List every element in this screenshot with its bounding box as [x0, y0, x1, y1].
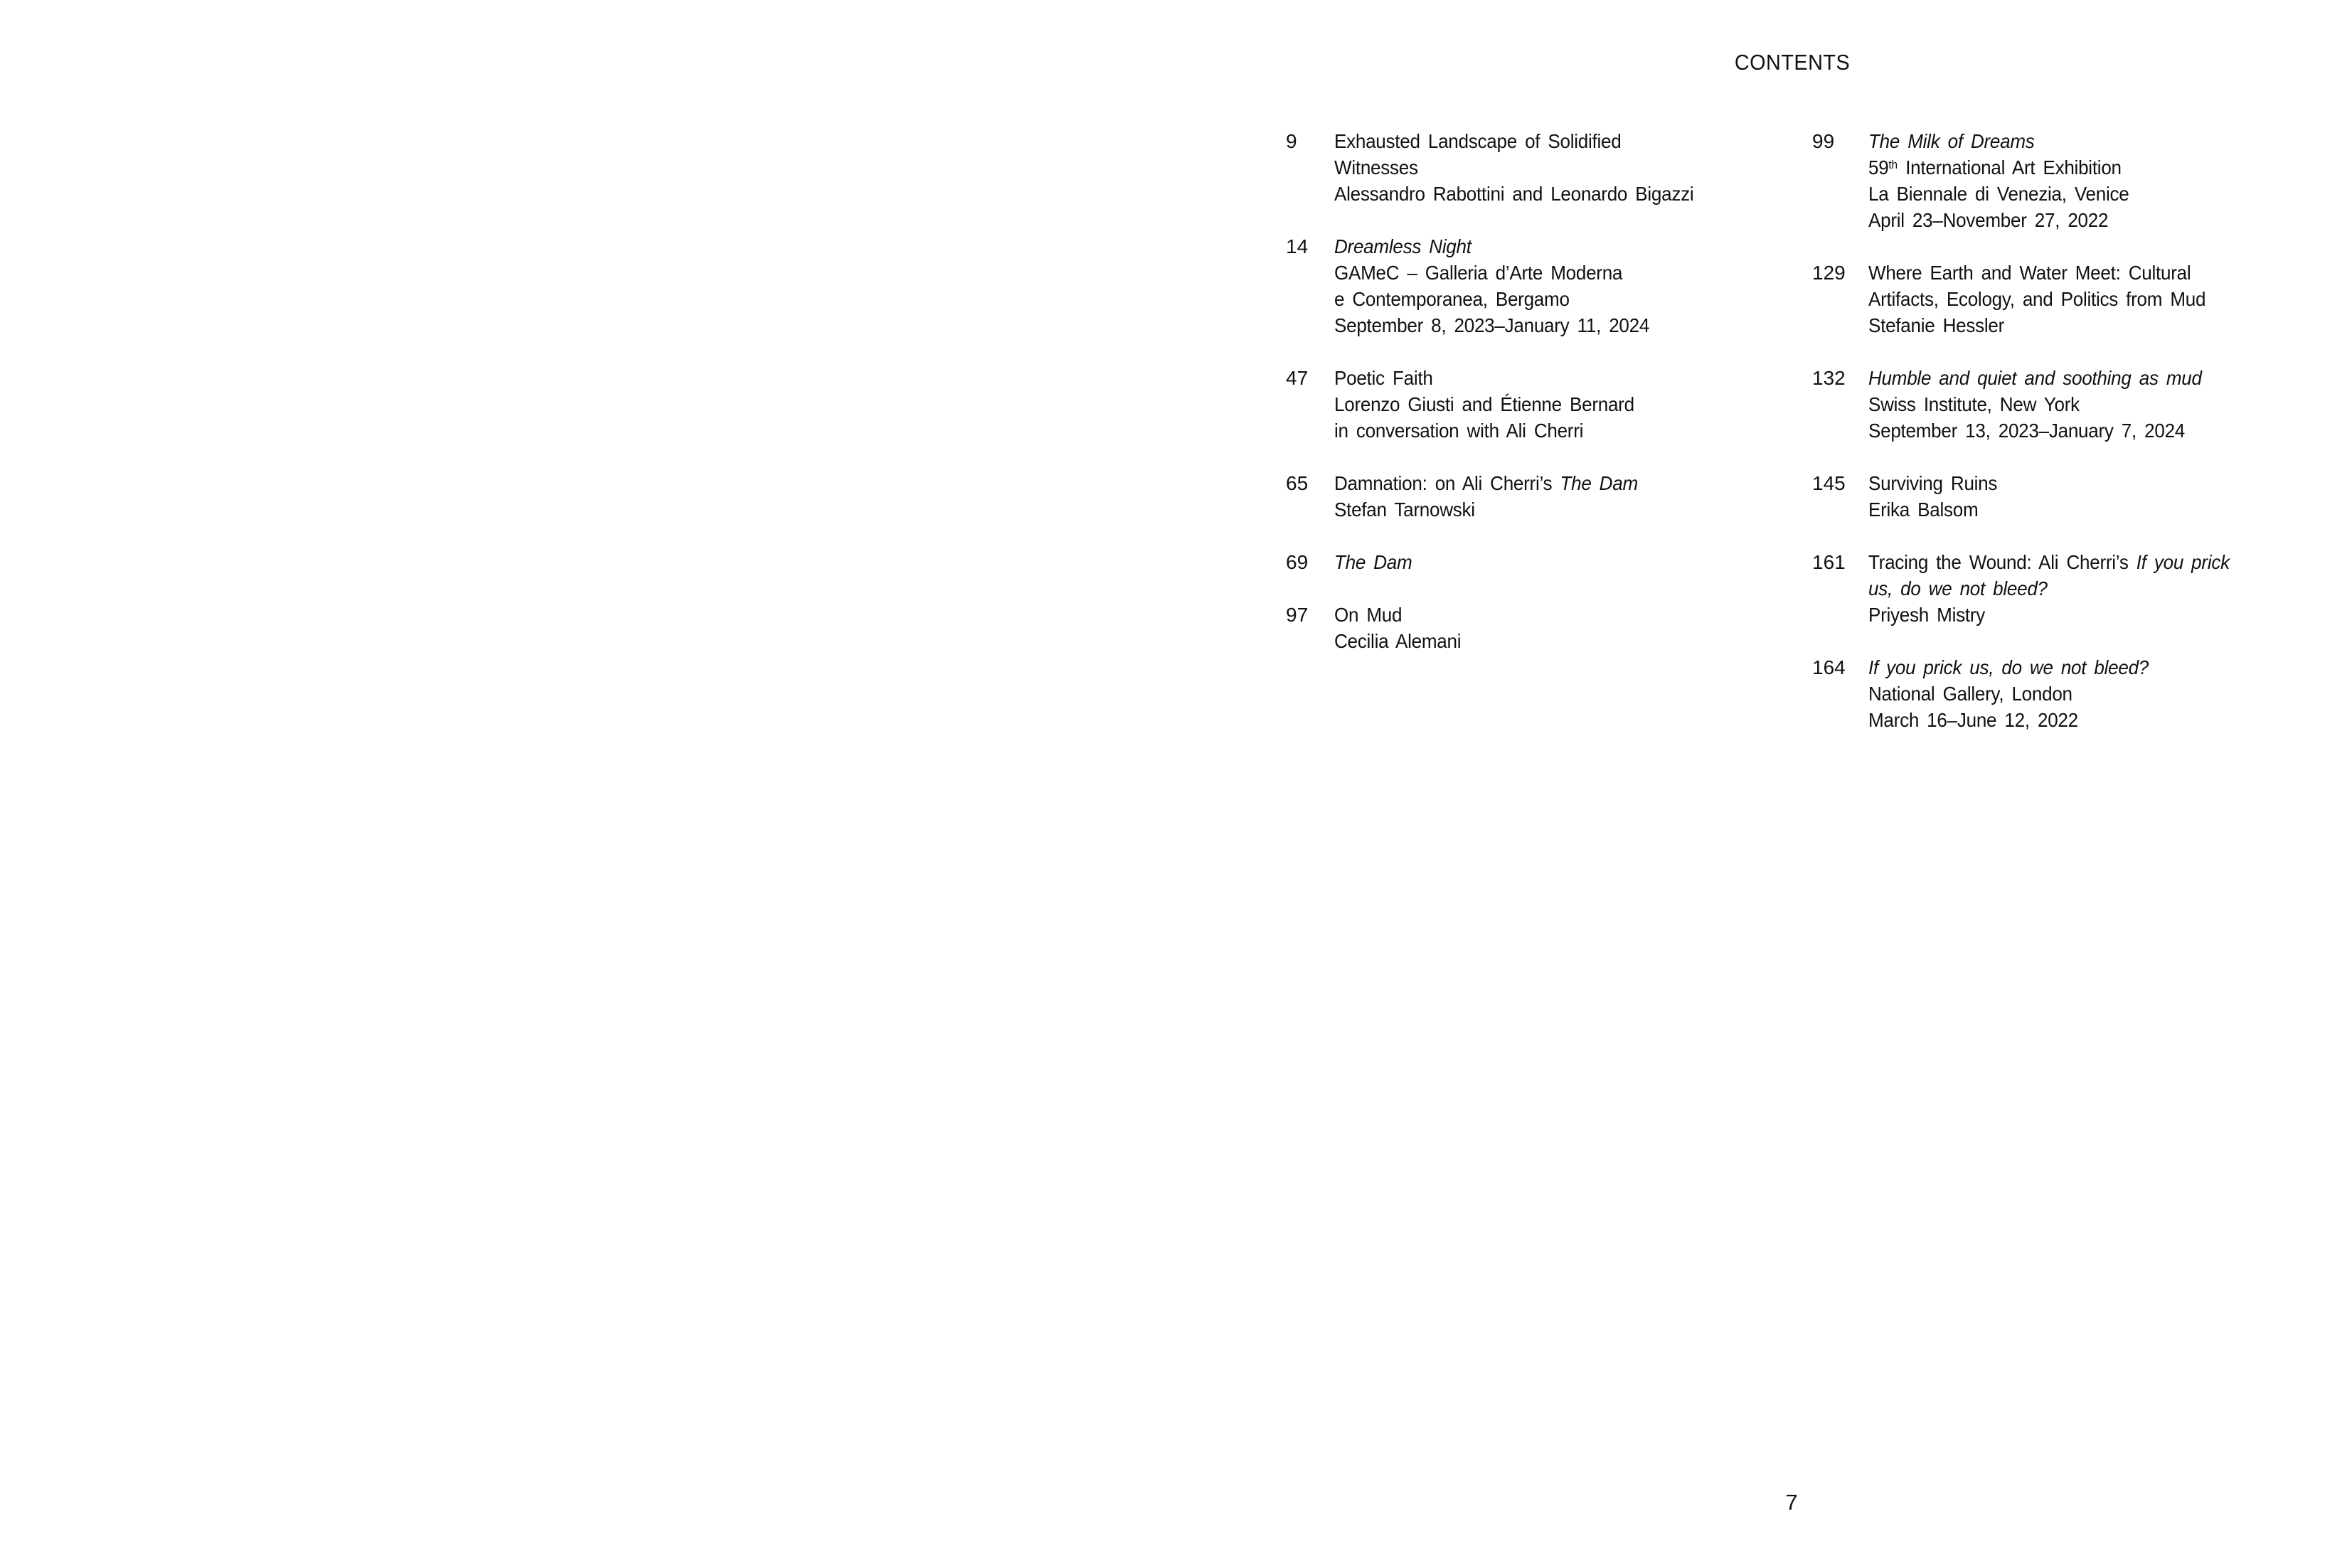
- contents-page: [1176, 0, 2352, 1568]
- toc-entry-page-number: 132: [1812, 367, 1846, 389]
- toc-entry-line: [1334, 470, 1775, 496]
- toc-entry-page-number: 14: [1286, 235, 1309, 257]
- toc-entry-line: [1334, 417, 1775, 444]
- toc-entry: [1812, 470, 2352, 523]
- toc-text-italic-run: The Dam: [1560, 472, 1638, 494]
- toc-text-italic-run: The Dam: [1334, 551, 1412, 573]
- toc-entry-line: [1868, 470, 2318, 496]
- toc-text-run: Erika Balsom: [1868, 498, 1979, 521]
- toc-entry-line: [1868, 391, 2318, 417]
- toc-entry-page-number: 69: [1286, 551, 1309, 573]
- toc-entry-line: [1334, 549, 1775, 575]
- toc-text-run: September 13, 2023–January 7, 2024: [1868, 420, 2186, 442]
- toc-entry: [1812, 654, 2352, 733]
- toc-entry-text: [1868, 654, 2352, 733]
- toc-entry-line: [1334, 628, 1775, 654]
- toc-text-run: April 23–November 27, 2022: [1868, 209, 2109, 231]
- toc-entry-text: [1334, 233, 1809, 338]
- toc-text-italic-run: Humble and quiet and soothing as mud: [1868, 367, 2202, 389]
- toc-entry-line: [1868, 286, 2318, 312]
- toc-entry-page-number: 9: [1286, 130, 1297, 152]
- toc-entry-line: [1868, 496, 2318, 523]
- toc-entry-text: [1334, 128, 1809, 207]
- toc-text-run: Poetic Faith: [1334, 367, 1433, 389]
- toc-entry-page-number: 145: [1812, 472, 1846, 494]
- toc-entry-page-number: 129: [1812, 262, 1846, 284]
- toc-text-run: International Art Exhibition: [1898, 156, 2122, 178]
- toc-text-run: GAMeC – Galleria d’Arte Moderna: [1334, 262, 1623, 284]
- toc-text-run: Tracing the Wound: Ali Cherri’s: [1868, 551, 2137, 573]
- toc-entry-line: [1868, 681, 2318, 707]
- toc-text-run: Where Earth and Water Meet: Cultural: [1868, 262, 2191, 284]
- toc-entry-line: [1334, 128, 1775, 154]
- toc-entry-line: [1334, 260, 1775, 286]
- toc-text-run: Damnation: on Ali Cherri’s: [1334, 472, 1560, 494]
- toc-entry: [1812, 128, 2352, 233]
- toc-entry-text: [1868, 549, 2352, 628]
- toc-text-run: in conversation with Ali Cherri: [1334, 420, 1584, 442]
- toc-entry: [1286, 233, 1809, 338]
- toc-entry-text: [1868, 260, 2352, 338]
- toc-text-run: National Gallery, London: [1868, 683, 2072, 705]
- toc-text-run: Priyesh Mistry: [1868, 604, 1986, 626]
- toc-entry-line: [1868, 181, 2318, 207]
- toc-entry-line: [1334, 312, 1775, 338]
- toc-entry-line: [1868, 602, 2318, 628]
- toc-entry: [1286, 602, 1809, 654]
- toc-entry-page-number: 97: [1286, 604, 1309, 626]
- toc-text-run: Stefan Tarnowski: [1334, 498, 1475, 521]
- toc-text-run: Surviving Ruins: [1868, 472, 1998, 494]
- toc-column-right: [1812, 128, 2352, 733]
- toc-entry-line: [1868, 312, 2318, 338]
- toc-entry-text: [1868, 365, 2352, 444]
- toc-text-run: Cecilia Alemani: [1334, 630, 1462, 652]
- toc-text-run: Alessandro Rabottini and Leonardo Bigazzi: [1334, 183, 1694, 205]
- toc-entry-text: [1334, 602, 1809, 654]
- toc-entry-page-number: 161: [1812, 551, 1846, 573]
- toc-text-run: March 16–June 12, 2022: [1868, 709, 2078, 731]
- toc-entry-line: [1868, 417, 2318, 444]
- toc-entry: [1812, 365, 2352, 444]
- toc-entry-text: [1868, 128, 2352, 233]
- toc-entry-line: [1868, 707, 2318, 733]
- toc-entry-line: [1334, 233, 1775, 260]
- toc-column-left: [1286, 128, 1809, 654]
- toc-text-run: Exhausted Landscape of Solidified: [1334, 130, 1622, 152]
- page-number: 7: [1785, 1490, 1798, 1515]
- toc-entry-line: [1868, 549, 2318, 575]
- toc-entry-page-number: 47: [1286, 367, 1309, 389]
- toc-entry-text: [1334, 549, 1809, 575]
- toc-text-italic-run: If you prick: [2136, 551, 2230, 573]
- toc-entry-line: [1868, 365, 2318, 391]
- toc-entry-line: [1868, 154, 2318, 181]
- toc-entry-text: [1334, 470, 1809, 523]
- toc-entry-line: [1868, 654, 2318, 681]
- toc-text-italic-run: Dreamless Night: [1334, 235, 1472, 257]
- toc-text-run: Swiss Institute, New York: [1868, 393, 2080, 415]
- toc-entry-line: [1868, 575, 2318, 602]
- toc-text-run: Witnesses: [1334, 156, 1418, 178]
- toc-text-italic-run: The Milk of Dreams: [1868, 130, 2035, 152]
- toc-entry-page-number: 99: [1812, 130, 1835, 152]
- toc-text-italic-run: If you prick us, do we not bleed?: [1868, 656, 2149, 678]
- toc-entry-page-number: 164: [1812, 656, 1846, 678]
- toc-entry-line: [1868, 260, 2318, 286]
- toc-entry-line: [1334, 391, 1775, 417]
- toc-entry-line: [1334, 154, 1775, 181]
- toc-entry-page-number: 65: [1286, 472, 1309, 494]
- toc-entry: [1286, 470, 1809, 523]
- toc-entry-line: [1868, 207, 2318, 233]
- toc-entry-line: [1334, 602, 1775, 628]
- page-title: CONTENTS: [1734, 50, 1851, 75]
- toc-text-run: Artifacts, Ecology, and Politics from Mud: [1868, 288, 2206, 310]
- toc-entry-line: [1334, 496, 1775, 523]
- toc-entry: [1286, 365, 1809, 444]
- toc-text-superscript-run: th: [1888, 158, 1898, 171]
- toc-entry: [1812, 260, 2352, 338]
- toc-entry: [1286, 549, 1809, 575]
- toc-entry-text: [1334, 365, 1809, 444]
- toc-entry-text: [1868, 470, 2352, 523]
- toc-text-run: e Contemporanea, Bergamo: [1334, 288, 1570, 310]
- toc-text-run: On Mud: [1334, 604, 1403, 626]
- toc-text-run: Stefanie Hessler: [1868, 314, 2005, 336]
- toc-text-run: La Biennale di Venezia, Venice: [1868, 183, 2129, 205]
- toc-entry-line: [1868, 128, 2318, 154]
- toc-text-italic-run: us, do we not bleed?: [1868, 577, 2048, 599]
- toc-text-run: September 8, 2023–January 11, 2024: [1334, 314, 1650, 336]
- toc-entry-line: [1334, 181, 1775, 207]
- toc-text-run: Lorenzo Giusti and Étienne Bernard: [1334, 393, 1634, 415]
- toc-entry: [1812, 549, 2352, 628]
- toc-entry-line: [1334, 286, 1775, 312]
- toc-text-run: 59: [1868, 156, 1889, 178]
- toc-entry: [1286, 128, 1809, 207]
- toc-entry-line: [1334, 365, 1775, 391]
